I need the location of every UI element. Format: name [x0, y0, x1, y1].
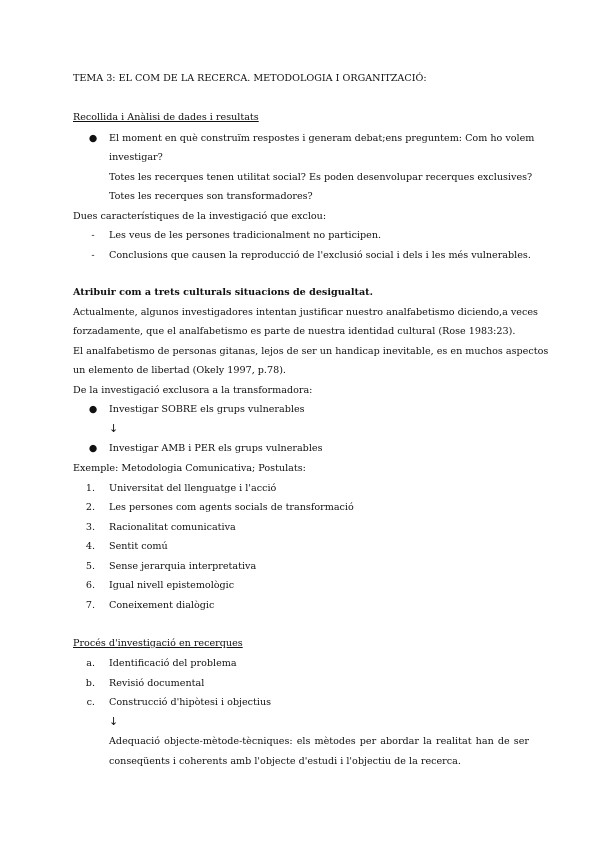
section2-bullet1: Investigar SOBRE els grups vulnerables — [109, 404, 305, 415]
list-letter: b. — [85, 678, 95, 689]
list-item: Revisió documental — [109, 678, 205, 689]
list-number: 7. — [85, 600, 95, 611]
section1-heading: Recollida i Anàlisi de dades i resultats — [73, 112, 259, 123]
list-letter: c. — [86, 697, 95, 708]
bullet-dot: ● — [88, 133, 98, 144]
section3-heading: Procés d'investigació en recerques — [73, 638, 243, 649]
list-item: Racionalitat comunicativa — [109, 522, 236, 533]
list-number: 1. — [85, 483, 95, 494]
list-item: Sentit comú — [109, 541, 168, 552]
section1-intro: Dues característiques de la investigació que exclou: — [73, 211, 327, 222]
section2-heading: Atribuir com a trets culturals situacions de desigualtat. — [73, 287, 373, 298]
list-item: Igual nivell epistemològic — [109, 580, 235, 591]
section1-bullet-line2: investigar? — [109, 152, 163, 163]
dash-marker: - — [91, 230, 95, 241]
section1-question3: Totes les recerques son transformadores? — [109, 191, 313, 202]
section3-final-line1: Adequació objecte-mètode-tècniques: els mètodes per abordar la realitat han de ser — [109, 736, 529, 747]
section1-dash1: Les veus de les persones tradicionalment no participen. — [109, 230, 382, 241]
section2-transition: De la investigació exclusora a la transformadora: — [73, 385, 313, 396]
list-item: Sense jerarquia interpretativa — [109, 561, 257, 572]
list-number: 4. — [85, 541, 95, 552]
list-number: 3. — [85, 522, 95, 533]
section2-p1-line1: Actualmente, algunos investigadores intentan justificar nuestro analfabetismo diciendo,a veces — [73, 307, 538, 318]
list-letter: a. — [86, 658, 95, 669]
arrow-down-icon: ↓ — [109, 715, 119, 728]
bullet-dot: ● — [88, 404, 98, 415]
list-item: Construcció d'hipòtesi i objectius — [109, 697, 272, 708]
bullet-dot: ● — [88, 443, 98, 454]
section2-bullet2: Investigar AMB i PER els grups vulnerables — [109, 443, 323, 454]
list-item: Les persones com agents socials de transformació — [109, 502, 354, 513]
section1-question2: Totes les recerques tenen utilitat social? Es poden desenvolupar recerques exclusives? — [109, 172, 533, 183]
section2-example: Exemple: Metodologia Comunicativa; Postulats: — [73, 463, 306, 474]
dash-marker: - — [91, 250, 95, 261]
list-item: Universitat del llenguatge i l'acció — [109, 483, 277, 494]
list-item: Identificació del problema — [109, 658, 237, 669]
arrow-down-icon: ↓ — [109, 422, 119, 435]
section3-final-line2: conseqüents i coherents amb l'objecte d'estudi i l'objectiu de la recerca. — [109, 756, 461, 767]
list-number: 6. — [85, 580, 95, 591]
section1-bullet-line1: El moment en què construïm respostes i generam debat;ens preguntem: Com ho volem — [109, 133, 535, 144]
section2-p2-line2: un elemento de libertad (Okely 1997, p.78). — [73, 365, 286, 376]
list-number: 5. — [85, 561, 95, 572]
list-item: Coneixement dialògic — [109, 600, 215, 611]
section1-dash2: Conclusions que causen la reproducció de l'exclusió social i dels i les més vulnerables. — [109, 250, 531, 261]
section2-p2-line1: El analfabetismo de personas gitanas, lejos de ser un handicap inevitable, es en muchos aspectos — [73, 346, 549, 357]
document-title: TEMA 3: EL COM DE LA RECERCA. METODOLOGIA I ORGANITZACIÓ: — [73, 73, 427, 84]
section2-p1-line2: forzadamente, que el analfabetismo es parte de nuestra identidad cultural (Rose 1983:23). — [73, 326, 516, 337]
list-number: 2. — [85, 502, 95, 513]
